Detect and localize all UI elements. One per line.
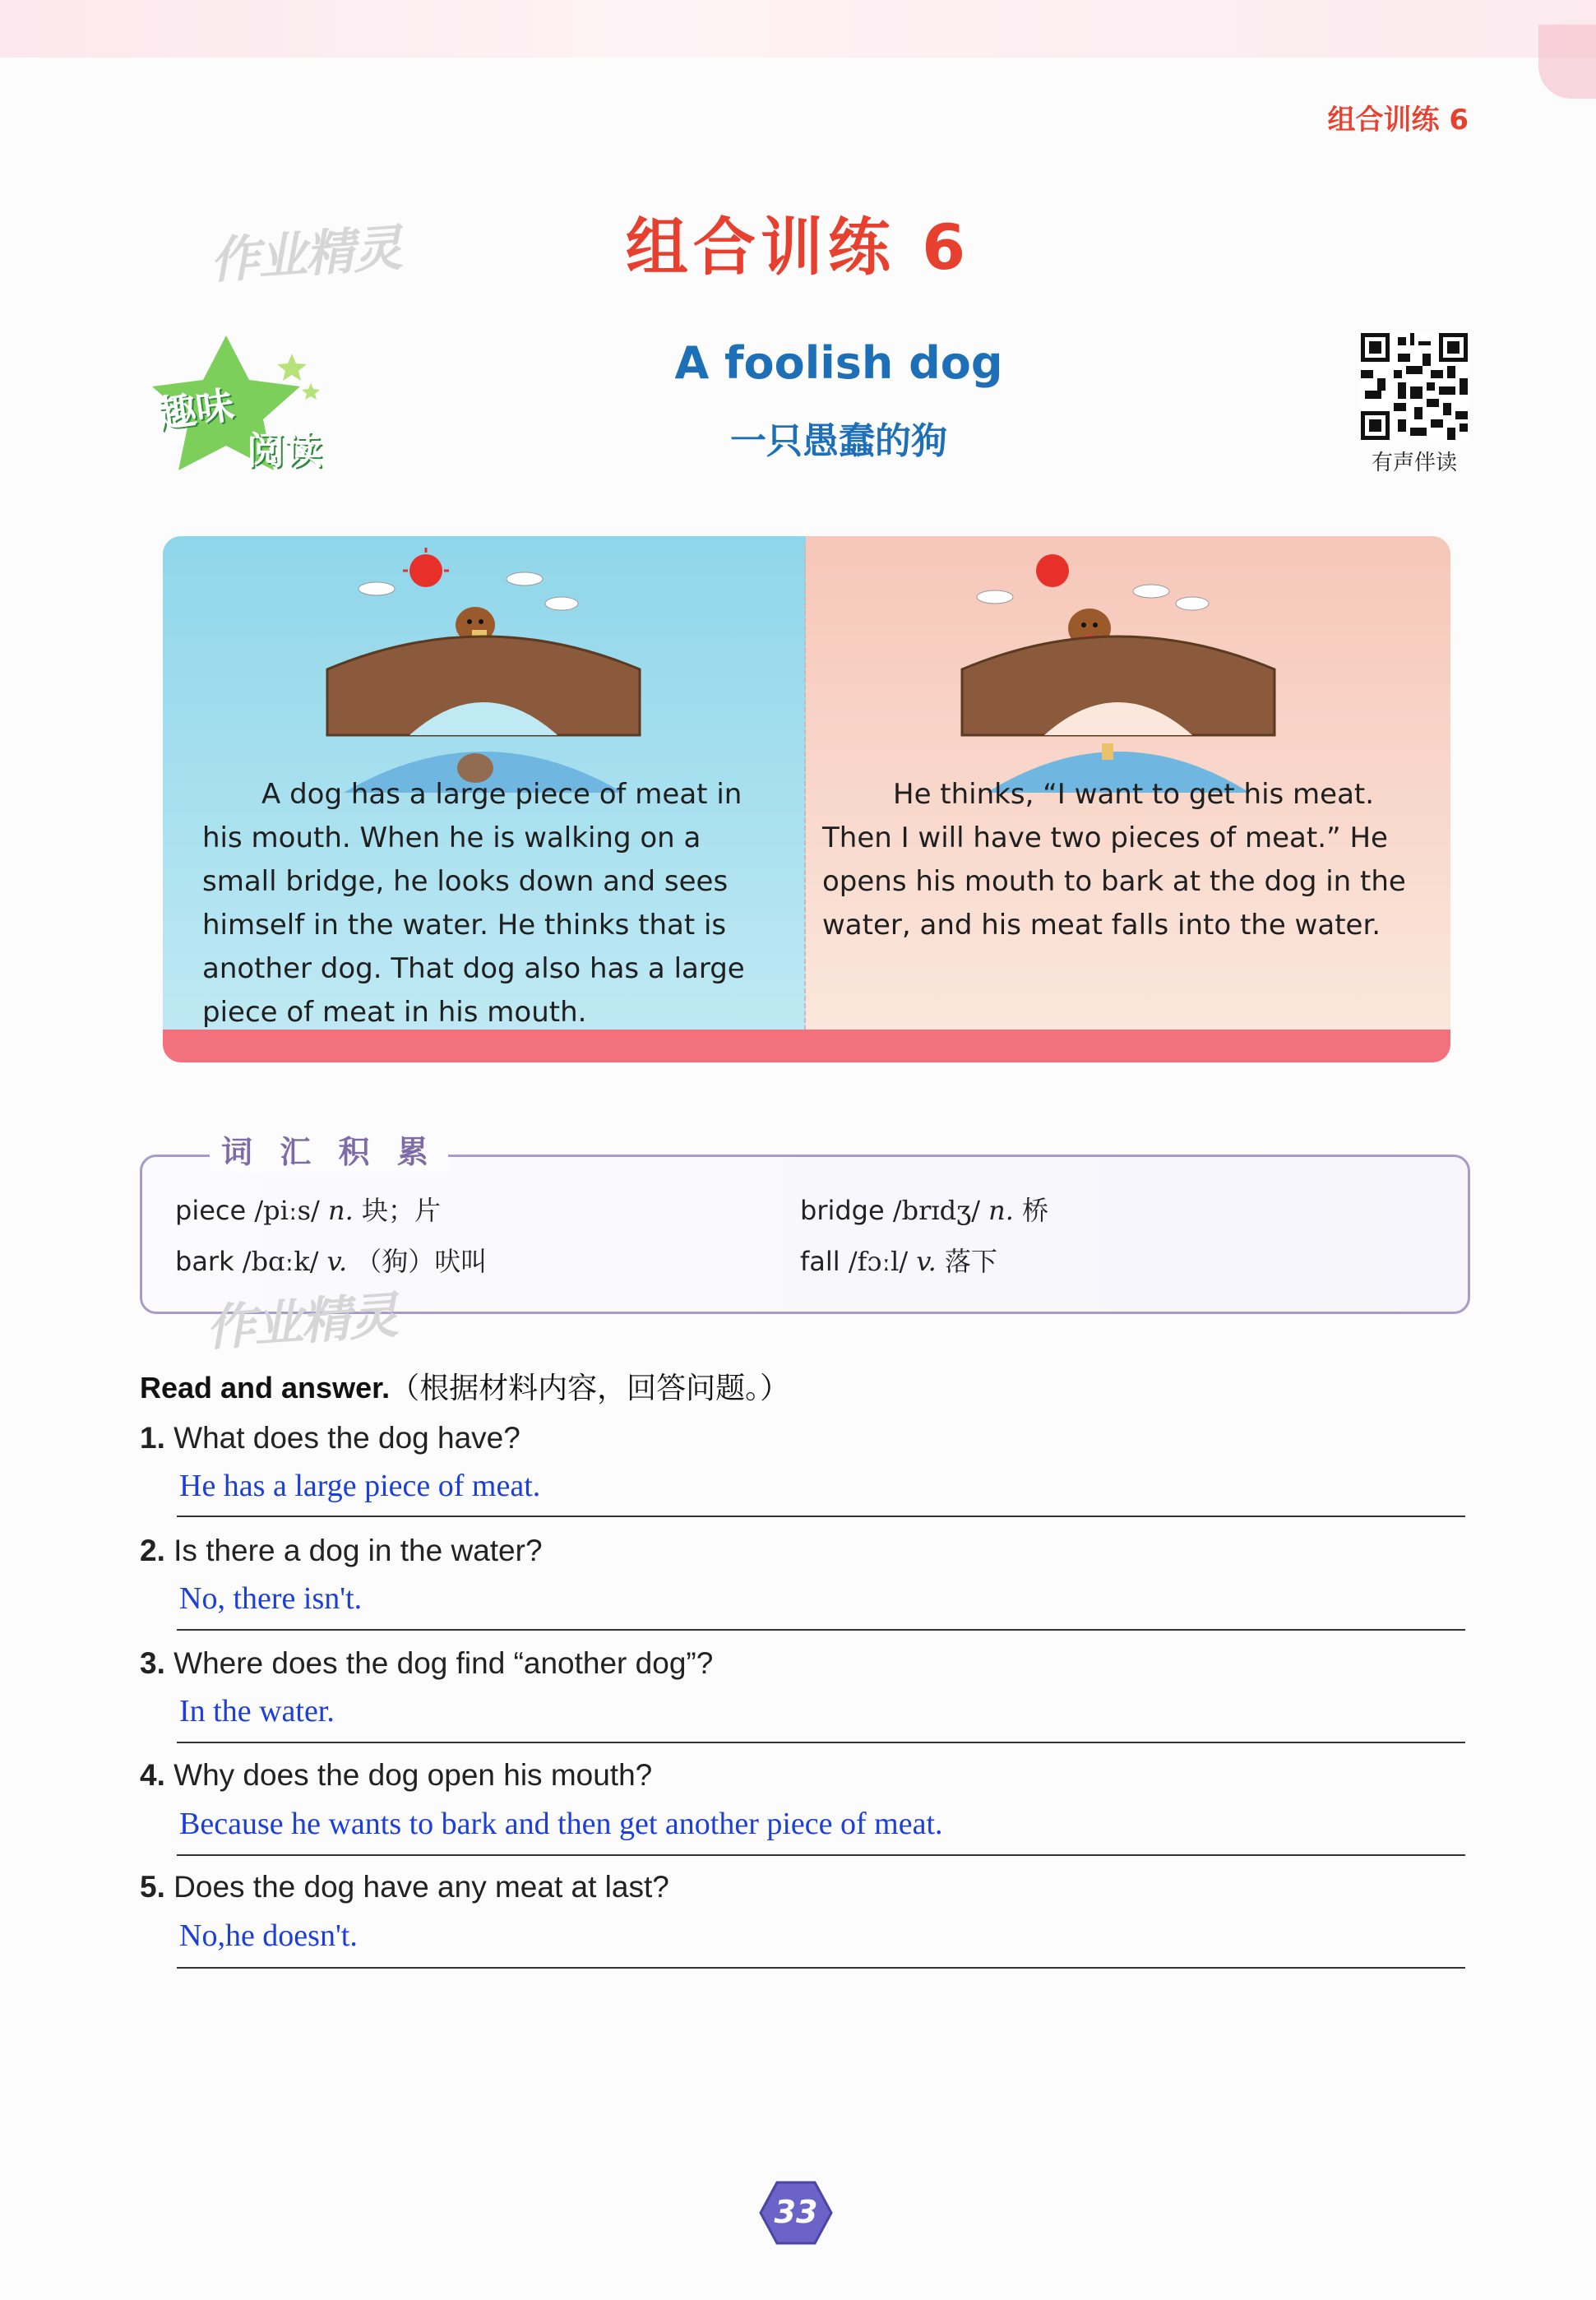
vocab-phonetic: /brɪdʒ/ [892, 1195, 980, 1226]
story-text-right [822, 773, 1447, 947]
answer-line [177, 1854, 1465, 1856]
answer-line [177, 1742, 1465, 1743]
page-title: 组合训练 6 [625, 211, 971, 284]
vocabulary-title: 词 汇 积 累 [210, 1127, 448, 1172]
story-line: himself in the water. He thinks that is [202, 909, 727, 942]
vocab-pos: v. [916, 1246, 937, 1277]
vocab-phonetic: /piːs/ [254, 1195, 320, 1226]
dog-on-bridge-illustration [311, 546, 656, 793]
story-line: He thinks, “I want to get his meat. [893, 778, 1375, 811]
instruction-note: （根据材料内容，回答问题。） [390, 1372, 790, 1405]
vocab-meaning: 落下 [944, 1246, 997, 1277]
vocab-pos: v. [326, 1246, 348, 1277]
story-panel-left [163, 536, 806, 1038]
corner-decoration [1538, 25, 1596, 99]
answer-line [177, 1629, 1465, 1631]
dog-barking-illustration [946, 546, 1291, 793]
section-tag: 组合训练 6 [1327, 104, 1469, 137]
question-text: What does the dog have? [173, 1421, 520, 1455]
vocab-phonetic: /bɑːk/ [242, 1246, 319, 1277]
question-number: 2. [140, 1534, 165, 1567]
story-line: another dog. That dog also has a large [202, 952, 745, 985]
badge-label-line2: 阅读 [247, 428, 322, 473]
vocab-word: bridge [800, 1195, 885, 1226]
vocab-item-fall [800, 1241, 997, 1279]
question-number: 3. [140, 1646, 165, 1680]
answer-line [177, 1516, 1465, 1517]
answer-4[interactable]: Because he wants to bark and then get another piece of meat. [179, 1807, 943, 1841]
answer-1[interactable]: He has a large piece of meat. [179, 1469, 541, 1503]
vocab-meaning: 块；片 [361, 1195, 441, 1226]
vocab-pos: n. [988, 1195, 1014, 1226]
question-number: 4. [140, 1758, 165, 1792]
story-subtitle: 一只愚蠢的狗 [730, 420, 947, 462]
answer-line [177, 1967, 1465, 1969]
story-line: Then I will have two pieces of meat.” He [822, 821, 1388, 854]
answer-2[interactable]: No, there isn't. [179, 1581, 363, 1616]
story-line: piece of meat in his mouth. [202, 996, 587, 1029]
question-number: 5. [140, 1870, 165, 1904]
story-line: water, and his meat falls into the water. [822, 909, 1381, 942]
story-line: opens his mouth to bark at the dog in the [822, 865, 1406, 898]
question-3 [140, 1646, 713, 1681]
vocab-word: fall [800, 1246, 840, 1277]
story-line: small bridge, he looks down and sees [202, 865, 729, 898]
top-decoration-band [0, 0, 1596, 58]
vocab-item-bark [175, 1241, 487, 1279]
vocab-word: bark [175, 1246, 234, 1277]
story-panel-right [806, 536, 1450, 1038]
answer-5[interactable]: No,he doesn't. [179, 1918, 358, 1953]
vocab-meaning: 桥 [1022, 1195, 1049, 1226]
vocab-pos: n. [328, 1195, 354, 1226]
vocab-item-bridge [800, 1190, 1048, 1228]
story-title: A foolish dog [674, 337, 1003, 389]
page-number: 33 [774, 2194, 818, 2230]
question-1 [140, 1421, 520, 1455]
watermark: 作业精灵 [204, 1286, 399, 1358]
question-2 [140, 1534, 543, 1568]
question-text: Does the dog have any meat at last? [173, 1870, 669, 1904]
instruction [140, 1365, 789, 1407]
question-text: Is there a dog in the water? [173, 1534, 543, 1567]
vocab-item-piece [175, 1190, 441, 1228]
story-line: A dog has a large piece of meat in [261, 778, 742, 811]
vocab-phonetic: /fɔːl/ [848, 1246, 909, 1277]
instruction-title: Read and answer. [140, 1371, 391, 1405]
question-4 [140, 1758, 652, 1793]
badge-label-line1: 趣味 [155, 382, 237, 437]
vocab-meaning: （狗）吠叫 [355, 1246, 488, 1277]
vocab-word: piece [175, 1195, 247, 1226]
panel-bottom-border [163, 1030, 1450, 1062]
question-text: Where does the dog find “another dog”? [173, 1646, 714, 1680]
qr-code-label: 有声伴读 [1371, 451, 1457, 475]
story-text-left [202, 773, 794, 1034]
watermark: 作业精灵 [208, 219, 403, 290]
question-5 [140, 1870, 669, 1904]
question-number: 1. [140, 1421, 165, 1455]
story-panels [163, 536, 1450, 1071]
answer-3[interactable]: In the water. [179, 1694, 335, 1728]
qr-code-icon[interactable] [1361, 333, 1468, 440]
question-text: Why does the dog open his mouth? [173, 1758, 653, 1792]
story-line: his mouth. When he is walking on a [202, 821, 701, 854]
